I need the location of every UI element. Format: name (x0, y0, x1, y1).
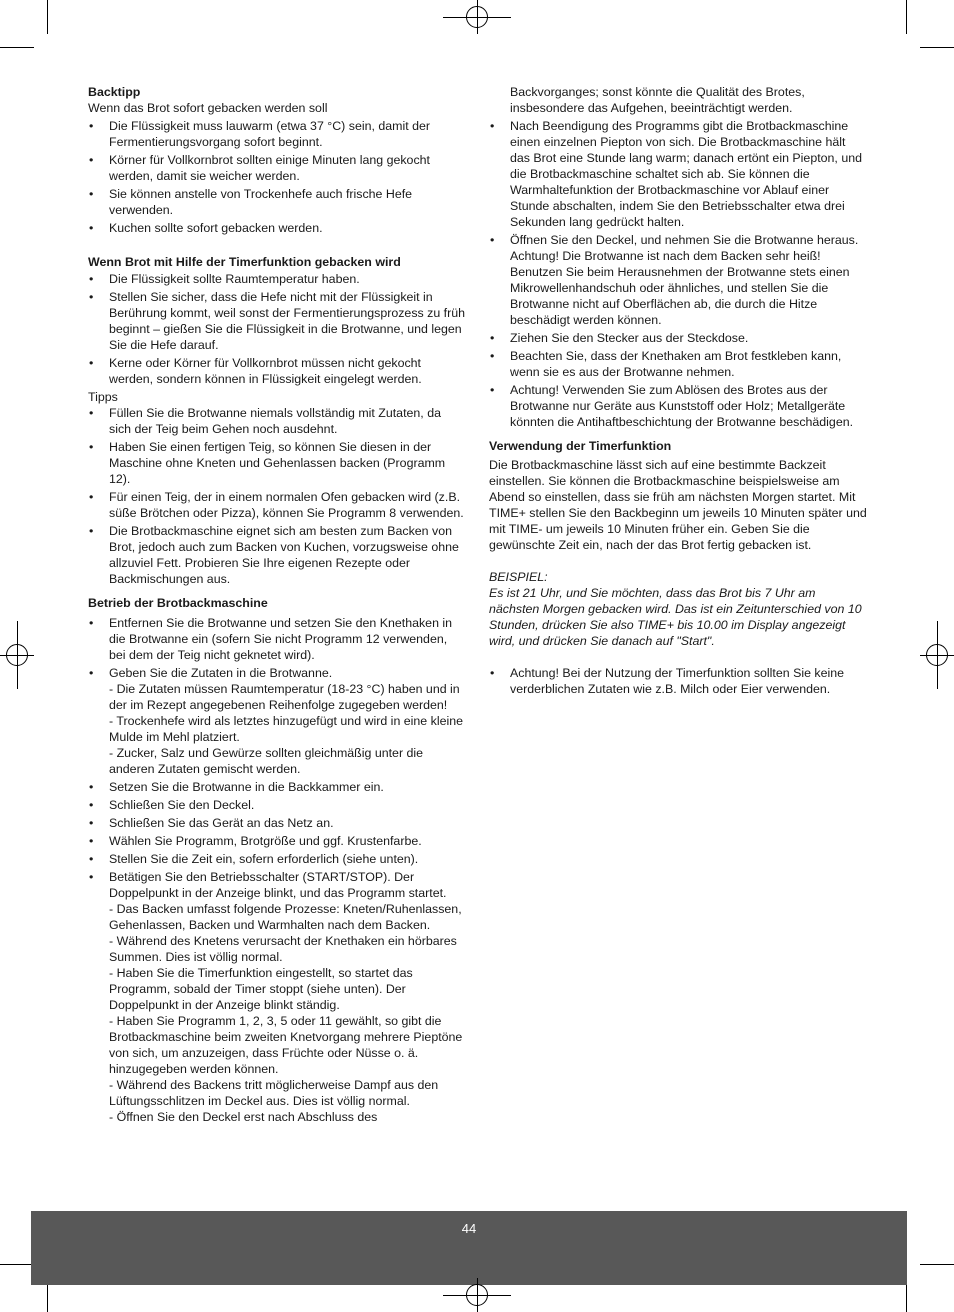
continuation-text: Backvorganges; sonst könnte die Qualität des Brotes, insbesondere das Aufgehen, beeinträchtigt werden. (510, 85, 805, 115)
left-column (88, 84, 466, 1127)
list-item: • Ziehen Sie den Stecker aus der Steckdose. (489, 330, 867, 346)
list-item: • Geben Sie die Zutaten in die Brotwanne. - Die Zutaten müssen Raumtemperatur (18-23 °C) haben und in der im Rezept angegebenen Reihenfolge zugegeben werden! - Trockenhefe wird als letztes hinzugefügt und wird in eine kleine Mulde im Mehl platziert. - Zucker, Salz und Gewürze sollten gleichmäßig unter die anderen Zutaten gemischt werden. (88, 665, 466, 777)
list-item: • Sie können anstelle von Trockenhefe auch frische Hefe verwenden. (88, 186, 466, 218)
timer-bake-list (88, 271, 466, 387)
crop-mark-top-left-v (47, 0, 48, 34)
list-item: • Schließen Sie den Deckel. (88, 797, 466, 813)
list-item: • Betätigen Sie den Betriebsschalter (START/STOP). Der Doppelpunkt in der Anzeige blinkt, und das Programm startet. - Das Backen umfasst folgende Prozesse: Kneten/Ruhenlassen, Gehenlassen, Backen und Warmhalten nach dem Backen. - Während des Knetens verursacht der Knethaken ein hörbares Summen. Dies ist völlig normal. - Haben Sie die Timerfunktion eingestellt, so startet das Programm, sobald der Timer stoppt (siehe unten). Der Doppelpunkt in der Anzeige blinkt ständig. - Haben Sie Programm 1, 2, 3, 5 oder 11 gewählt, so gibt die Brotbackmaschine beim zweiten Knetvorgang mehrere Pieptöne von sich, um anzuzeigen, dass Früchte oder Nüsse o. ä. hinzugegeben werden können. - Während des Backens tritt möglicherweise Dampf aus den Lüftungsschlitzen im Deckel aus. Dies ist völlig normal. - Öffnen Sie den Deckel erst nach Abschluss des (88, 869, 466, 1125)
right-column (489, 84, 867, 699)
list-item: • Für einen Teig, der in einem normalen Ofen gebacken wird (z.B. süße Brötchen oder Pizza), können Sie Programm 8 verwenden. (88, 489, 466, 521)
tipps-list (88, 405, 466, 587)
list-item: • Stellen Sie sicher, dass die Hefe nicht mit der Flüssigkeit in Berührung kommt, weil sonst der Fermentierungsprozess zu früh beginnt – gießen Sie die Flüssigkeit in die Brotwanne, und legen Sie die Hefe darauf. (88, 289, 466, 353)
list-item: • Nach Beendigung des Programms gibt die Brotbackmaschine einen einzelnen Piepton von sich. Die Brotbackmaschine hält das Brot eine Stunde lang warm; danach ertönt ein Piepton, und die Brotbackmaschine schaltet sich ab. Sie können die Warmhaltefunktion der Brotbackmaschine vor Ablauf einer Stunde abschalten, indem Sie den Betriebsschalter etwa drei Sekunden lang gedrückt halten. (489, 118, 867, 230)
list-item: • Die Brotbackmaschine eignet sich am besten zum Backen von Brot, jedoch auch zum Backen von Kuchen, vorzugsweise ohne allzuviel Fett. Probieren Sie Ihre eigenen Rezepte oder Backmischungen aus. (88, 523, 466, 587)
list-item: • Wählen Sie Programm, Brotgröße und ggf. Krustenfarbe. (88, 833, 466, 849)
right-list (489, 118, 867, 430)
list-item: • Beachten Sie, dass der Knethaken am Brot festkleben kann, wenn sie es aus der Brotwanne nehmen. (489, 348, 867, 380)
list-item: • Schließen Sie das Gerät an das Netz an. (88, 815, 466, 831)
betrieb-heading: Betrieb der Brotbackmaschine (88, 596, 268, 610)
list-item: • Kuchen sollte sofort gebacken werden. (88, 220, 466, 236)
list-item: • Setzen Sie die Brotwanne in die Backkammer ein. (88, 779, 466, 795)
list-item: • Haben Sie einen fertigen Teig, so können Sie diesen in der Maschine ohne Kneten und Gehenlassen backen (Programm 12). (88, 439, 466, 487)
footer-band (31, 1211, 907, 1285)
backtipp-intro: Wenn das Brot sofort gebacken werden soll (88, 101, 328, 115)
timer-warning-list (489, 665, 867, 697)
page-number: 44 (461, 1221, 477, 1236)
crop-mark-bottom-right-h (920, 1264, 954, 1265)
crop-mark-top-right-h (920, 47, 954, 48)
list-item: • Stellen Sie die Zeit ein, sofern erforderlich (siehe unten). (88, 851, 466, 867)
example-text: Es ist 21 Uhr, und Sie möchten, dass das Brot bis 7 Uhr am nächsten Morgen gebacken wird. Das ist ein Zeitunterschied von 10 Stunden, drücken Sie also TIME+ bis 10.00 im Display angezeigt wird, und drücken Sie danach auf "Start". (489, 586, 862, 648)
list-item: • Die Flüssigkeit sollte Raumtemperatur haben. (88, 271, 466, 287)
timer-heading: Verwendung der Timerfunktion (489, 439, 672, 453)
list-item: • Füllen Sie die Brotwanne niemals vollständig mit Zutaten, da sich der Teig beim Gehen noch ausdehnt. (88, 405, 466, 437)
list-item: • Kerne oder Körner für Vollkornbrot müssen nicht gekocht werden, sondern können in Flüssigkeit eingelegt werden. (88, 355, 466, 387)
list-item: • Die Flüssigkeit muss lauwarm (etwa 37 °C) sein, damit der Fermentierungsvorgang sofort beginnt. (88, 118, 466, 150)
list-item: • Achtung! Bei der Nutzung der Timerfunktion sollten Sie keine verderblichen Zutaten wie z.B. Milch oder Eier verwenden. (489, 665, 867, 697)
list-item: • Körner für Vollkornbrot sollten einige Minuten lang gekocht werden, damit sie weicher werden. (88, 152, 466, 184)
betrieb-list (88, 615, 466, 1125)
crop-mark-top-right-v (906, 0, 907, 34)
backtipp-heading: Backtipp (88, 85, 141, 99)
crop-mark-top-left-h (0, 47, 34, 48)
timer-body: Die Brotbackmaschine lässt sich auf eine bestimmte Backzeit einstellen. Sie können die Brotbackmaschine beispielsweise am Abend so einstellen, dass sie früh am nächsten Morgen startet. Mit TIME+ stellen Sie den Backbeginn um jeweils 10 Minuten später und mit TIME- um jeweils 10 Minuten früher ein. Geben Sie die gewünschte Zeit ein, nach der das Brot fertig gebacken ist. (489, 458, 867, 552)
example-label: BEISPIEL: (489, 570, 548, 584)
list-item: • Entfernen Sie die Brotwanne und setzen Sie den Knethaken in die Brotwanne ein (sofern Sie nicht Programm 12 verwenden, bei dem der Teig nicht geknetet wird). (88, 615, 466, 663)
crop-mark-bottom-left-h (0, 1264, 34, 1265)
list-item: • Achtung! Verwenden Sie zum Ablösen des Brotes aus der Brotwanne nur Geräte aus Kunststoff oder Holz; Metallgeräte könnten die Antihaftbeschichtung der Brotwanne beschädigen. (489, 382, 867, 430)
backtipp-list (88, 118, 466, 236)
timer-bake-heading: Wenn Brot mit Hilfe der Timerfunktion gebacken wird (88, 255, 401, 269)
list-item: • Öffnen Sie den Deckel, und nehmen Sie die Brotwanne heraus. Achtung! Die Brotwanne ist nach dem Backen sehr heiß! Benutzen Sie beim Herausnehmen der Brotwanne stets einen Mikrowellenhandschuh oder ähnliches, und stellen Sie die Brotwanne nicht auf Oberflächen ab, die durch die Hitze beschädigt werden können. (489, 232, 867, 328)
tipps-heading: Tipps (88, 390, 118, 404)
